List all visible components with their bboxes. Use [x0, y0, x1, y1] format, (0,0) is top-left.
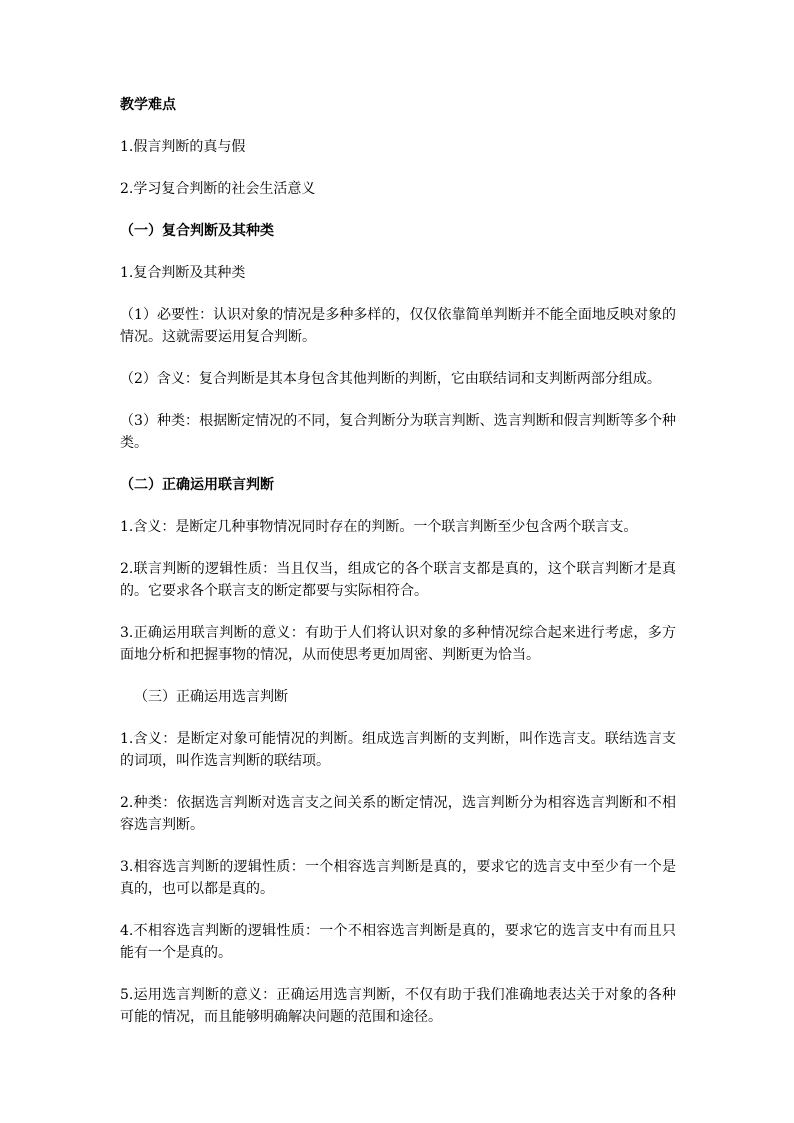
paragraph: 4.不相容选言判断的逻辑性质：一个不相容选言判断是真的，要求它的选言支中有而且只能有一个是真的。 [120, 923, 676, 961]
paragraph: 1.含义：是断定对象可能情况的判断。组成选言判断的支判断，叫作选言支。联结选言支的词项，叫作选言判断的联结项。 [120, 731, 676, 769]
paragraph: 1.复合判断及其种类 [120, 265, 246, 281]
paragraph: （1）必要性：认识对象的情况是多种多样的，仅仅依靠简单判断并不能全面地反映对象的情况。这就需要运用复合判断。 [120, 307, 676, 345]
document-content [120, 94, 676, 1048]
section-heading: （二）正确运用联言判断 [120, 477, 274, 493]
paragraph: 2.学习复合判断的社会生活意义 [120, 181, 316, 197]
paragraph: （2）含义：复合判断是其本身包含其他判断的判断，它由联结词和支判断两部分组成。 [120, 371, 661, 387]
document-title: 教学难点 [120, 97, 176, 113]
paragraph: 2.联言判断的逻辑性质：当且仅当，组成它的各个联言支都是真的，这个联言判断才是真的。它要求各个联言支的断定都要与实际相符合。 [120, 561, 676, 599]
paragraph: 1.含义：是断定几种事物情况同时存在的判断。一个联言判断至少包含两个联言支。 [120, 519, 638, 535]
section-heading: （三）正确运用选言判断 [134, 689, 288, 705]
paragraph: 2.种类：依据选言判断对选言支之间关系的断定情况，选言判断分为相容选言判断和不相容选言判断。 [120, 795, 676, 833]
paragraph: 5.运用选言判断的意义：正确运用选言判断，不仅有助于我们准确地表达关于对象的各种可能的情况，而且能够明确解决问题的范围和途径。 [120, 987, 676, 1025]
paragraph: 1.假言判断的真与假 [120, 139, 246, 155]
paragraph: 3.正确运用联言判断的意义：有助于人们将认识对象的多种情况综合起来进行考虑，多方面地分析和把握事物的情况，从而使思考更加周密、判断更为恰当。 [120, 625, 676, 663]
paragraph: （3）种类：根据断定情况的不同，复合判断分为联言判断、选言判断和假言判断等多个种类。 [120, 413, 676, 451]
paragraph: 3.相容选言判断的逻辑性质：一个相容选言判断是真的，要求它的选言支中至少有一个是真的，也可以都是真的。 [120, 859, 676, 897]
section-heading: （一）复合判断及其种类 [120, 223, 274, 239]
